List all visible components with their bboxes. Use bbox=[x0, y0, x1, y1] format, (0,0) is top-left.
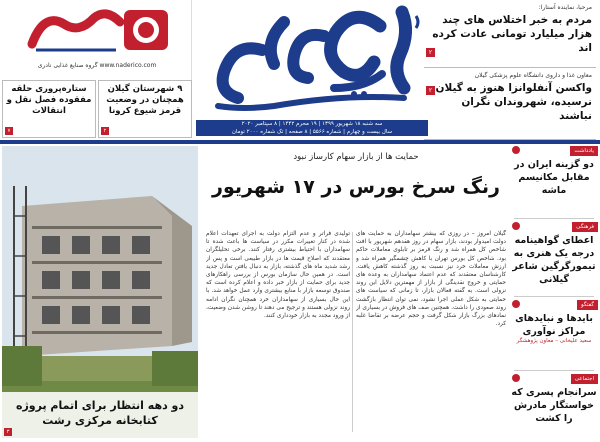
sidebar-headline[interactable]: بایدها و نبایدهای مراکز نوآوری bbox=[515, 313, 593, 337]
mini-story-headline[interactable]: ستاره‌پروری حلقه مفقوده فصل نقل و انتقالات bbox=[6, 84, 92, 116]
bullet-icon bbox=[512, 146, 520, 154]
dateline-date: سه شنبه ۱۸ شهریور ۱۳۹۹ | ۱۹ محرم ۱۴۴۲ | ۸ سپتامبر ۲۰۲۰ bbox=[241, 121, 383, 127]
lead-kicker: حمایت ها از بازار سهام کارساز نبود bbox=[293, 152, 419, 162]
story-headline[interactable]: واکسن آنفلوانزا هنوز به گیلان نرسیده، شهروندان نگران نباشند bbox=[435, 82, 592, 122]
divider bbox=[514, 296, 594, 297]
ad-tagline: گروه صنایع غذایی نادری bbox=[37, 62, 98, 69]
sidebar-headline[interactable]: سرانجام پسری که خواستگار مادرش را کشت bbox=[511, 387, 597, 424]
page-number-badge: ۳ bbox=[4, 428, 12, 436]
lead-headline[interactable]: رنگ سرخ بورس در ۱۷ شهریور bbox=[212, 176, 500, 198]
photo-story[interactable] bbox=[2, 146, 198, 438]
lead-body-column: گیلان امروز – در روزی که بیشتر سهامداران به حمایت های دولت امیدوار بودند، بازار سهام در روز هفدهم شهریور با افت شاخص کل همراه شد و رنگ قرمز بر تابلوی معاملات حاکم بود. شاخص کل بورس تهران با کاهش چشمگیر همراه شد و ارزش معاملات خرد نیز نسبت به روز گذشته کاهش یافت. کارشناسان معتقدند که عدم اعتماد سهامداران به وعده های حمایتی و خروج نقدینگی از بازار از مهمترین دلایل این روند نزولی است. به گفته فعالان بازار، تا زمانی که سیاست های حمایتی به شکل عملی اجرا نشود، نمی توان انتظار بازگشت روند صعودی را داشت. همچنین صف های فروش در بسیاری از نمادهای بزرگ بازار شکل گرفت و حجم عرضه بر تقاضا غلبه کرد. bbox=[356, 231, 506, 328]
sidebar-headline[interactable]: دو گزینه ایران در مقابل مکانیسم ماشه bbox=[514, 159, 594, 196]
ad-url[interactable]: www.naderico.com bbox=[99, 62, 157, 69]
bullet-icon bbox=[512, 374, 520, 382]
masthead bbox=[196, 0, 428, 138]
sidebar-tag: گفتگو bbox=[577, 300, 598, 310]
lead-body-column: تولیدی فراتر و عدم التزام دولت به اجرای تعهدات اعلام شده در کنار تغییرات مکرر در سیاست ها باعث شده تا سهامداران با احتیاط بیشتری رفتار کنند. برخی تحلیلگران معتقدند که اصلاح قیمت ها در بازار طبیعی است و پس از رشد شدید ماه های گذشته، بازار به دنبال یافتن تعادل جدید است. در همین حال سازمان بورس از بررسی راهکارهای جدید برای حمایت از بازار خبر داده و اعلام کرده است که صندوق توسعه بازار با منابع بیشتری وارد عمل خواهد شد. با این حال بسیاری از سهامداران خرد همچنان نگران ادامه روند نزولی هستند و ترجیح می دهند تا روشن شدن وضعیت، از ورود مجدد به بازار خودداری کنند. bbox=[206, 231, 350, 320]
sidebar bbox=[510, 146, 598, 440]
dateline bbox=[196, 120, 428, 136]
sidebar-item[interactable] bbox=[510, 222, 598, 296]
page-number-badge: ۷ bbox=[5, 127, 13, 135]
top-story[interactable] bbox=[424, 2, 596, 68]
sidebar-tag: یادداشت bbox=[570, 146, 598, 156]
sidebar-byline: سعید علیخانی – معاون پژوهشگر bbox=[516, 338, 592, 344]
column-divider bbox=[352, 232, 353, 432]
photo-caption-box bbox=[2, 392, 198, 438]
bullet-icon bbox=[512, 300, 520, 308]
advertisement[interactable] bbox=[2, 0, 192, 80]
sidebar-tag: فرهنگی bbox=[572, 222, 598, 232]
page-number-badge: ۲ bbox=[426, 48, 435, 57]
photo-caption[interactable]: دو دهه انتظار برای اتمام پروژه کتابخانه مرکزی رشت bbox=[15, 399, 185, 427]
page-number-badge: ۲ bbox=[101, 127, 109, 135]
story-kicker: مرحبا، نماینده آستارا: bbox=[538, 4, 592, 11]
dateline-issue: سال بیست و چهارم | شماره ۵۵۶۶ | ۸ صفحه | تک شماره ۲۰۰۰ تومان bbox=[231, 129, 393, 135]
story-kicker: معاون غذا و داروی دانشگاه علوم پزشکی گیلان bbox=[474, 72, 592, 79]
advertisement-tagline bbox=[2, 62, 192, 69]
page-number-badge: ۲ bbox=[426, 86, 435, 95]
top-story[interactable] bbox=[424, 70, 596, 140]
mini-story-headline[interactable]: ۹ شهرستان گیلان همچنان در وضعیت قرمز شیوع کرونا bbox=[106, 84, 184, 116]
sidebar-tag: اجتماعی bbox=[571, 374, 598, 384]
mini-story[interactable] bbox=[2, 80, 96, 138]
story-headline[interactable]: مردم به خبر اختلاس های چند هزار میلیارد تومانی عادت کرده اند bbox=[432, 14, 592, 54]
sidebar-item[interactable] bbox=[510, 300, 598, 368]
sidebar-item[interactable] bbox=[510, 146, 598, 216]
divider bbox=[514, 218, 594, 219]
bullet-icon bbox=[512, 222, 520, 230]
brand-logo bbox=[24, 4, 174, 58]
section-divider bbox=[0, 140, 600, 144]
newspaper-logo bbox=[204, 2, 424, 120]
mini-story[interactable] bbox=[98, 80, 192, 138]
divider bbox=[514, 370, 594, 371]
sidebar-item[interactable] bbox=[510, 374, 598, 438]
sidebar-headline[interactable]: اعطای گواهینامه درجه یک هنری به تیمورگرگین شاعر گیلانی bbox=[512, 235, 596, 285]
